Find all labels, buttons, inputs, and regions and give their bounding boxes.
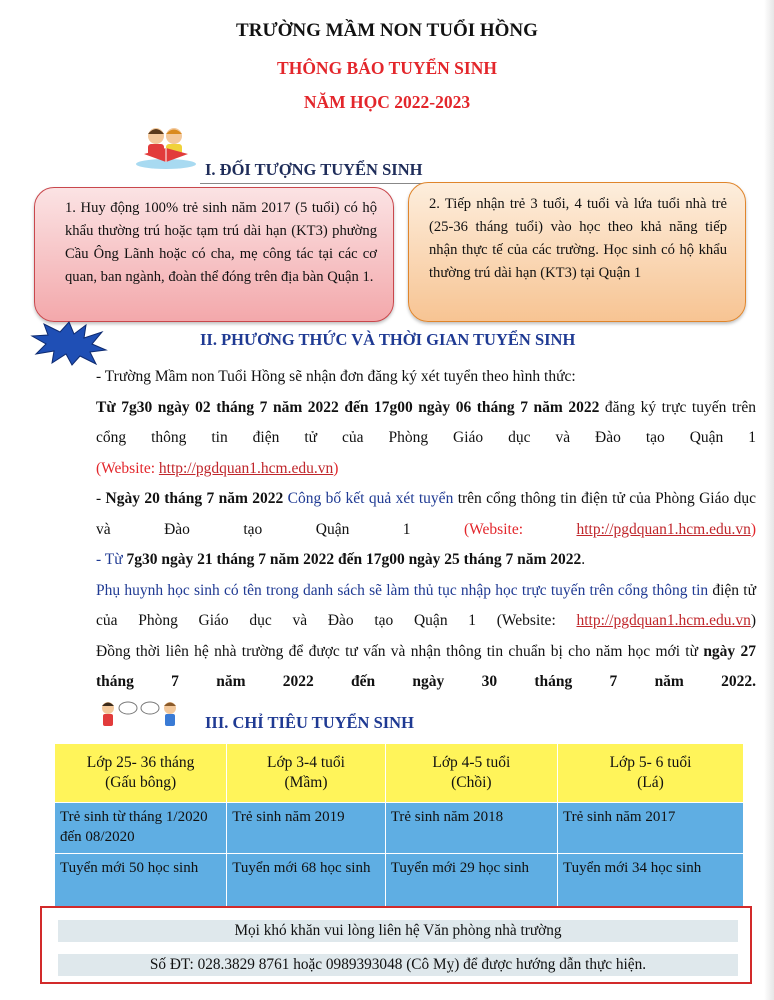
starburst-icon	[30, 320, 108, 366]
notice-title: THÔNG BÁO TUYỂN SINH	[277, 58, 497, 78]
header-cell: Lớp 3-4 tuổi (Mầm)	[227, 744, 385, 803]
section-1-underline	[200, 183, 440, 184]
enroll-instruction: Phụ huynh học sinh có tên trong danh sách sẽ làm thủ tục nhập học trực tuyến trên cổng thông tin	[96, 581, 709, 599]
section-2-title: II. PHƯƠNG THỨC VÀ THỜI GIAN TUYỂN SINH	[200, 330, 576, 349]
quota-cell: Tuyển mới 34 học sinh	[557, 854, 743, 907]
contact-box	[40, 906, 752, 984]
section-1-title: I. ĐỐI TƯỢNG TUYỂN SINH	[205, 160, 423, 179]
quota-cell: Tuyển mới 68 học sinh	[227, 854, 385, 907]
registration-time: Từ 7g30 ngày 02 tháng 7 năm 2022 đến 17g00 ngày 06 tháng 7 năm 2022	[96, 398, 600, 416]
birth-cell: Trẻ sinh từ tháng 1/2020 đến 08/2020	[55, 803, 227, 854]
birth-cell: Trẻ sinh năm 2018	[385, 803, 557, 854]
registration-text: đăng ký trực tuyến trên cổng thông tin điện tử của Phòng Giáo dục và Đào tạo Quận 1	[96, 398, 756, 446]
school-year: NĂM HỌC 2022-2023	[303, 92, 471, 112]
enroll-paragraph: Phụ huynh học sinh có tên trong danh sách sẽ làm thủ tục nhập học trực tuyến trên cổng thông tin điện tử của Phòng Giáo dục và Đào tạo Quận 1 (Website: http://pgdquan1.hcm.edu.vn)	[96, 581, 756, 629]
quota-cell: Tuyển mới 50 học sinh	[55, 854, 227, 907]
result-paragraph: - Ngày 20 tháng 7 năm 2022 Công bố kết quả xét tuyển trên cổng thông tin điện tử của Phòng Giáo dục và Đào tạo Quận 1 (Website: http://pgdquan1.hcm.edu.vn)	[96, 490, 756, 538]
website-link-2[interactable]: http://pgdquan1.hcm.edu.vn	[576, 520, 751, 538]
quota-cell: Tuyển mới 29 học sinh	[385, 854, 557, 907]
enroll-time: 7g30 ngày 21 tháng 7 năm 2022 đến 17g00 ngày 25 tháng 7 năm 2022	[126, 551, 582, 568]
contact-dates: ngày 27 tháng 7 năm 2022 đến ngày 30 tháng 7 năm 2022.	[96, 642, 756, 690]
contact-line-1: Mọi khó khăn vui lòng liên hệ Văn phòng nhà trường	[58, 920, 738, 942]
page-edge-shadow	[764, 0, 774, 1000]
result-date: Ngày 20 tháng 7 năm 2022	[105, 490, 284, 507]
header-cell: Lớp 4-5 tuổi (Chồi)	[385, 744, 557, 803]
result-announce: Công bố kết quả xét tuyển	[283, 490, 454, 507]
header-cell: Lớp 25- 36 tháng (Gấu bông)	[55, 744, 227, 803]
table-header-row	[55, 744, 744, 803]
contact-line-2: Số ĐT: 028.3829 8761 hoặc 0989393048 (Cô Mỵ) để được hướng dẫn thực hiện.	[58, 954, 738, 976]
birth-cell: Trẻ sinh năm 2017	[557, 803, 743, 854]
contact-paragraph: Đồng thời liên hệ nhà trường để được tư vấn và nhận thông tin chuẩn bị cho năm học mới từ ngày 27 tháng 7 năm 2022 đến ngày 30 tháng 7 năm 2022.	[96, 642, 756, 690]
enroll-line: - Từ 7g30 ngày 21 tháng 7 năm 2022 đến 17g00 ngày 25 tháng 7 năm 2022.	[96, 551, 586, 568]
kids-reading-icon	[132, 124, 198, 172]
school-name: TRƯỜNG MẦM NON TUỔI HỒNG	[236, 20, 538, 41]
quota-table	[54, 743, 744, 907]
table-row	[55, 803, 744, 854]
section-3-title: III. CHỈ TIÊU TUYỂN SINH	[205, 713, 414, 732]
header-cell: Lớp 5- 6 tuổi (Lá)	[557, 744, 743, 803]
website-link-3[interactable]: http://pgdquan1.hcm.edu.vn	[576, 612, 751, 629]
kids-talking-icon	[98, 698, 180, 732]
website-link-1[interactable]: http://pgdquan1.hcm.edu.vn	[158, 459, 334, 477]
birth-cell: Trẻ sinh năm 2019	[227, 803, 385, 854]
intro-line: - Trường Mầm non Tuổi Hồng sẽ nhận đơn đăng ký xét tuyển theo hình thức:	[96, 368, 576, 385]
table-row	[55, 854, 744, 907]
target-box-2: 2. Tiếp nhận trẻ 3 tuổi, 4 tuổi và lứa tuổi nhà trẻ (25-36 tháng tuổi) vào học theo khả năng tiếp nhận thực tế của các trường. Học sinh có hộ khẩu thường trú dài hạn (KT3) tại Quận 1	[408, 182, 746, 322]
section-2-body	[96, 362, 756, 698]
website-line-1: (Website: http://pgdquan1.hcm.edu.vn)	[96, 459, 339, 477]
target-box-1: 1. Huy động 100% trẻ sinh năm 2017 (5 tuổi) có hộ khẩu thường trú hoặc tạm trú dài hạn (KT3) phường Cầu Ông Lãnh hoặc có cha, mẹ công tác tại các cơ quan, ban ngành, đoàn thể đóng trên địa bàn Quận 1.	[34, 187, 394, 322]
registration-paragraph	[96, 393, 756, 454]
